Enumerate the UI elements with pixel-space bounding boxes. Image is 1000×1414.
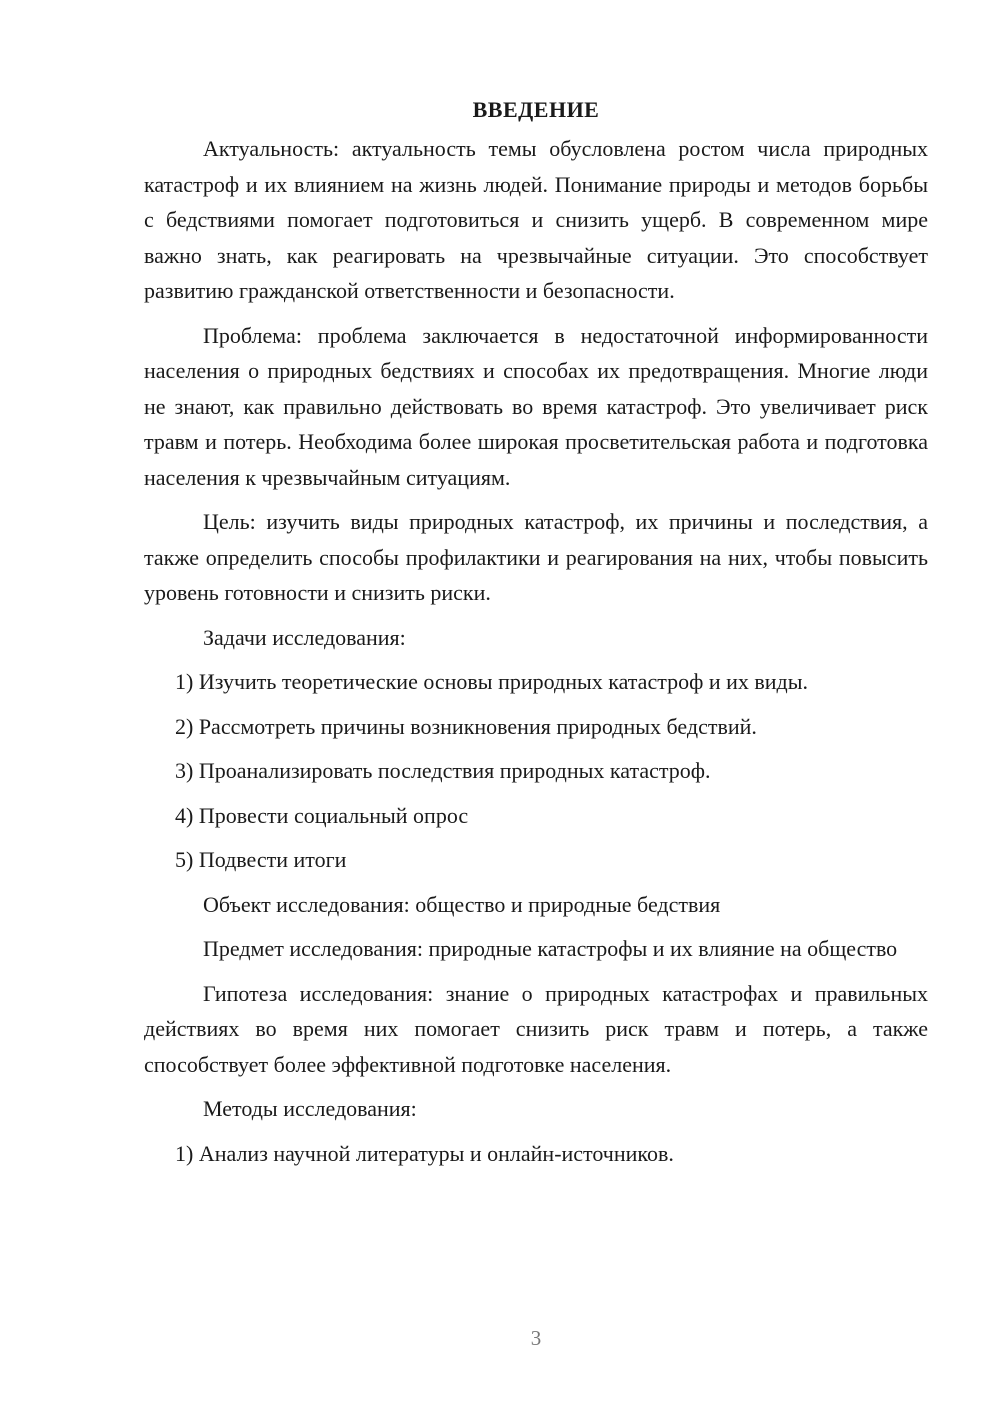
object-paragraph: Объект исследования: общество и природные бедствия bbox=[203, 891, 721, 917]
problem-paragraph: Проблема: проблема заключается в недостаточной информированности населения о природных бедствиях и способах их предотвращения. Многие люди не знают, как правильно действовать во время катастроф. Это увеличивает риск травм и потерь. Необходима более широкая просветительская работа и подготовка населения к чрезвычайным ситуациям. bbox=[144, 322, 928, 490]
list-item: 4) Провести социальный опрос bbox=[175, 802, 469, 828]
methods-list bbox=[144, 1136, 928, 1172]
list-item: 5) Подвести итоги bbox=[175, 847, 347, 872]
tasks-list bbox=[144, 664, 928, 878]
list-item: 1) Изучить теоретические основы природных катастроф и их виды. bbox=[175, 669, 809, 694]
tasks-heading: Задачи исследования: bbox=[203, 624, 406, 650]
document-page bbox=[144, 92, 928, 1180]
list-item: 2) Рассмотреть причины возникновения природных бедствий. bbox=[175, 713, 757, 739]
page-number: 3 bbox=[530, 1326, 542, 1350]
goal-paragraph: Цель: изучить виды природных катастроф, их причины и последствия, а также определить способы профилактики и реагирования на них, чтобы повысить уровень готовности и снизить риски. bbox=[144, 509, 928, 605]
section-title: ВВЕДЕНИЕ bbox=[472, 97, 600, 122]
methods-heading: Методы исследования: bbox=[203, 1096, 417, 1121]
list-item: 1) Анализ научной литературы и онлайн-источников. bbox=[175, 1140, 674, 1166]
relevance-paragraph: Актуальность: актуальность темы обусловлена ростом числа природных катастроф и их влиянием на жизнь людей. Понимание природы и методов борьбы с бедствиями помогает подготовиться и снизить ущерб. В современном мире важно знать, как реагировать на чрезвычайные ситуации. Это способствует развитию гражданской ответственности и безопасности. bbox=[144, 136, 928, 303]
list-item: 3) Проанализировать последствия природных катастроф. bbox=[175, 758, 711, 783]
hypothesis-paragraph: Гипотеза исследования: знание о природных катастрофах и правильных действиях во время них помогает снизить риск травм и потерь, а также способствует более эффективной подготовке населения. bbox=[144, 980, 928, 1077]
subject-paragraph: Предмет исследования: природные катастрофы и их влияние на общество bbox=[203, 936, 898, 961]
